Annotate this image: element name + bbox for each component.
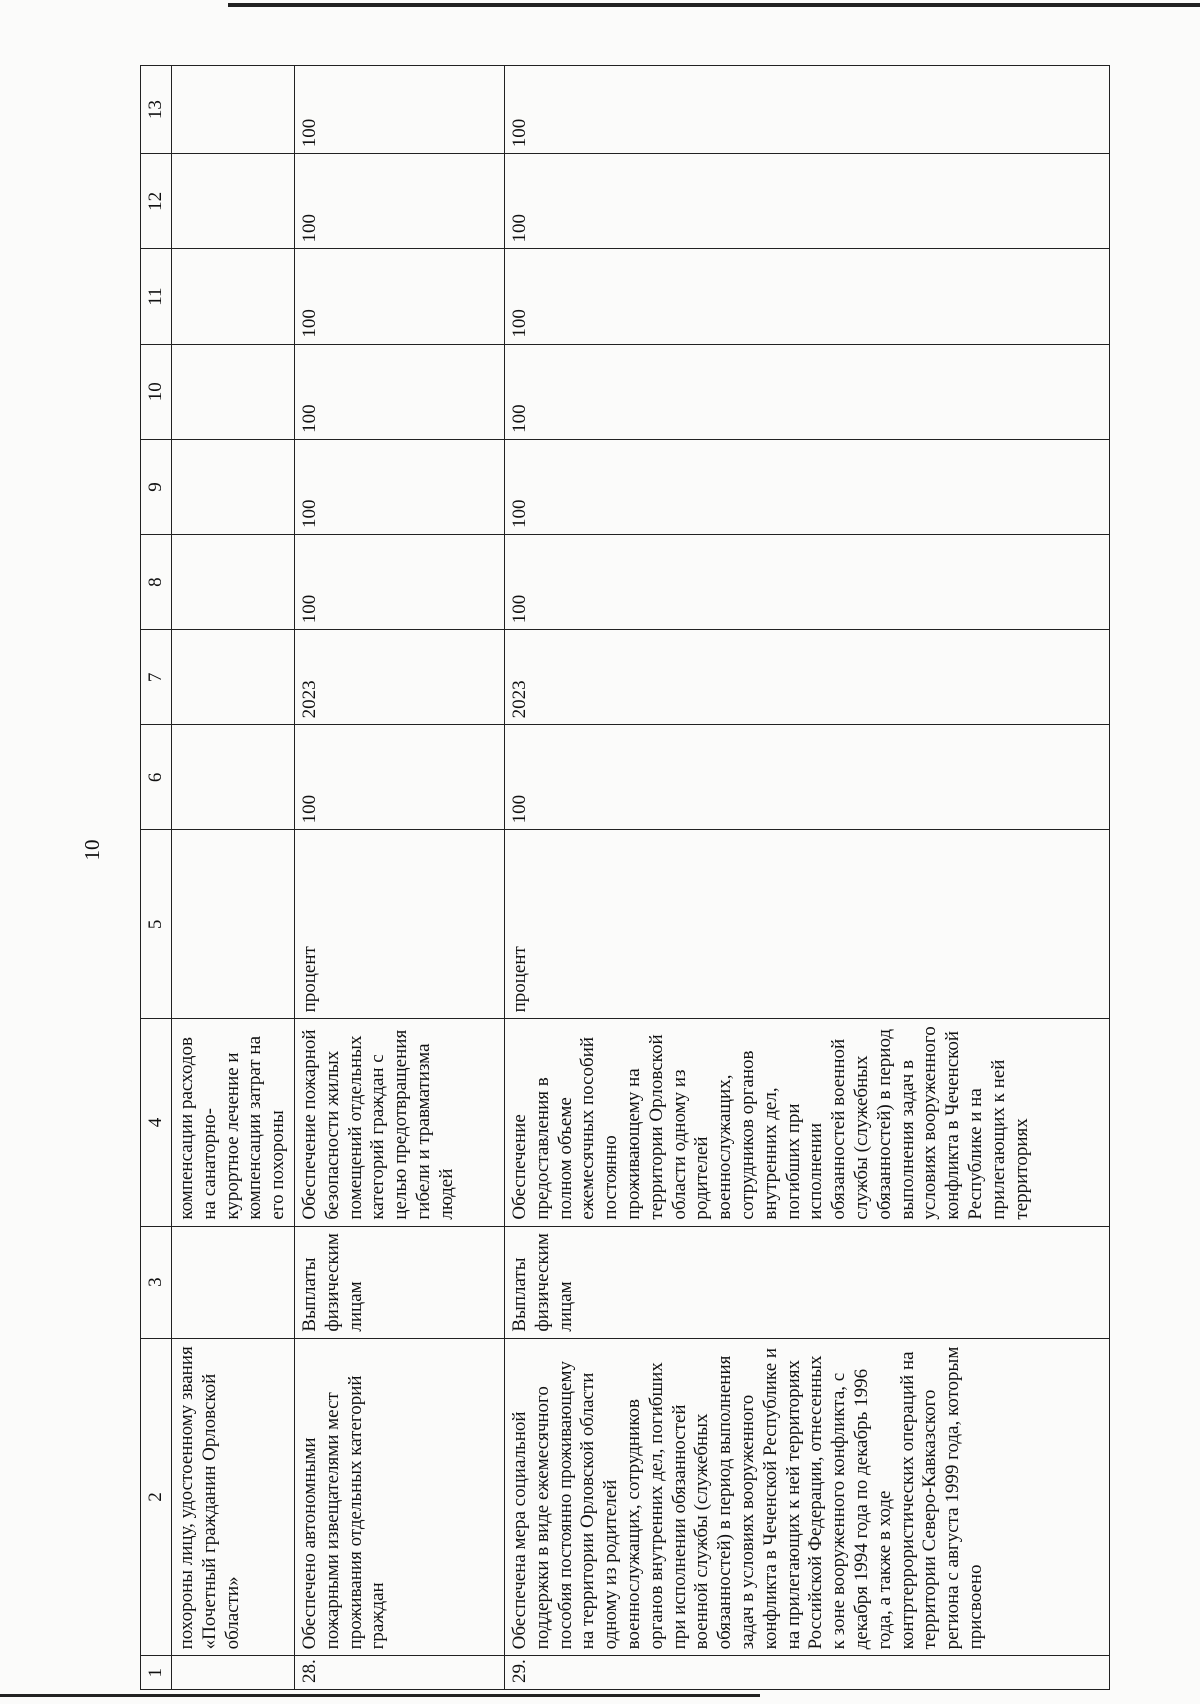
table-cell-col-7: 2023 [504, 630, 1109, 725]
table-cell-col-3: Выплаты физическим лицам [294, 1226, 504, 1338]
column-header-6: 6 [141, 725, 172, 830]
table-cell-col-3 [172, 1226, 295, 1338]
header-row [141, 66, 172, 1690]
table-cell-col-5: процент [504, 830, 1109, 1019]
page-number: 10 [80, 839, 104, 861]
table-cell-col-8: 100 [294, 535, 504, 630]
column-header-2: 2 [141, 1338, 172, 1656]
table-cell-col-11: 100 [504, 249, 1109, 344]
table-cell-col-8: 100 [504, 535, 1109, 630]
table-cell-col-2: похороны лицу, удостоенному звания «Почетный гражданин Орловской области» [172, 1338, 295, 1656]
table-row [294, 66, 504, 1690]
table-cell-col-10: 100 [294, 344, 504, 439]
column-header-7: 7 [141, 630, 172, 725]
table-row [504, 66, 1109, 1690]
top-rule [228, 3, 1200, 7]
table-container [140, 65, 1110, 1690]
data-table [140, 65, 1110, 1690]
table-cell-col-4: Обеспечение пожарной безопасности жилых помещений отдельных категорий граждан с целью предотвращения гибели и травматизма людей [294, 1019, 504, 1226]
table-cell-col-6: 100 [504, 725, 1109, 830]
column-header-12: 12 [141, 154, 172, 249]
table-cell-col-4: Обеспечение предоставления в полном объеме ежемесячных пособий постоянно проживающему на территории Орловской области одному из родителей военнослужащих, сотрудников органов внутренних дел, погибших при исполнении обязанностей военной службы (служебных обязанностей) в период выполнения задач в условиях вооруженного конфликта в Чеченской Республике и на прилегающих к ней территориях [504, 1019, 1109, 1226]
table-cell-col-11: 100 [294, 249, 504, 344]
table-cell-col-1: 28. [294, 1656, 504, 1690]
table-cell-col-1 [172, 1656, 295, 1690]
table-cell-col-6 [172, 725, 295, 830]
column-header-9: 9 [141, 439, 172, 534]
table-cell-col-13: 100 [504, 66, 1109, 154]
column-header-4: 4 [141, 1019, 172, 1226]
table-cell-col-13: 100 [294, 66, 504, 154]
column-header-11: 11 [141, 249, 172, 344]
table-cell-col-6: 100 [294, 725, 504, 830]
column-header-1: 1 [141, 1656, 172, 1690]
table-cell-col-9: 100 [294, 439, 504, 534]
table-cell-col-12 [172, 154, 295, 249]
bottom-rule [0, 1694, 760, 1697]
table-cell-col-9: 100 [504, 439, 1109, 534]
table-cell-col-7: 2023 [294, 630, 504, 725]
table-cell-col-12: 100 [294, 154, 504, 249]
table-cell-col-1: 29. [504, 1656, 1109, 1690]
table-row [172, 66, 295, 1690]
table-cell-col-12: 100 [504, 154, 1109, 249]
table-cell-col-5: процент [294, 830, 504, 1019]
column-header-10: 10 [141, 344, 172, 439]
table-cell-col-10: 100 [504, 344, 1109, 439]
table-cell-col-2: Обеспечена мера социальной поддержки в виде ежемесячного пособия постоянно проживающему на территории Орловской области одному из родителей военнослужащих, сотрудников органов внутренних дел, погибших при исполнении обязанностей военной службы (служебных обязанностей) в период выполнения задач в условиях вооруженного конфликта в Чеченской Республике и на прилегающих к ней территориях Российской Федерации, отнесенных к зоне вооруженного конфликта, с декабря 1994 года по декабрь 1996 года, а также в ходе контртеррористических операций на территории Северо-Кавказского региона с августа 1999 года, которым присвоено [504, 1338, 1109, 1656]
table-cell-col-4: компенсации расходов на санаторно-курортное лечение и компенсации затрат на его похороны [172, 1019, 295, 1226]
table-cell-col-13 [172, 66, 295, 154]
table-cell-col-2: Обеспечено автономными пожарными извещателями мест проживания отдельных категорий граждан [294, 1338, 504, 1656]
column-header-5: 5 [141, 830, 172, 1019]
table-cell-col-9 [172, 439, 295, 534]
table-cell-col-8 [172, 535, 295, 630]
column-header-3: 3 [141, 1226, 172, 1338]
table-cell-col-5 [172, 830, 295, 1019]
table-cell-col-10 [172, 344, 295, 439]
column-header-13: 13 [141, 66, 172, 154]
table-cell-col-7 [172, 630, 295, 725]
table-cell-col-3: Выплаты физическим лицам [504, 1226, 1109, 1338]
column-header-8: 8 [141, 535, 172, 630]
table-cell-col-11 [172, 249, 295, 344]
